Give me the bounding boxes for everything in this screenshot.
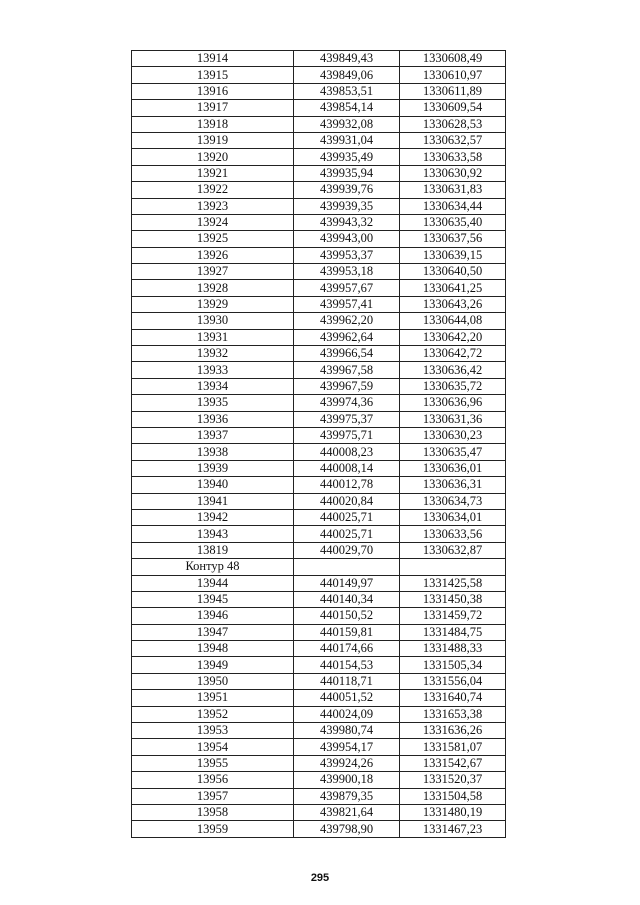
point-number-cell: 13932 xyxy=(132,346,294,362)
y-coordinate-cell: 1331484,75 xyxy=(400,624,506,640)
y-coordinate-cell: 1331636,26 xyxy=(400,723,506,739)
x-coordinate-cell: 439962,64 xyxy=(294,329,400,345)
table-row xyxy=(132,755,506,771)
point-number-cell: 13958 xyxy=(132,804,294,820)
point-number-cell: 13956 xyxy=(132,772,294,788)
coordinates-table xyxy=(131,50,506,838)
y-coordinate-cell: 1331467,23 xyxy=(400,821,506,837)
y-coordinate-cell: 1330632,57 xyxy=(400,132,506,148)
y-coordinate-cell: 1331653,38 xyxy=(400,706,506,722)
table-row xyxy=(132,165,506,181)
point-number-cell: 13926 xyxy=(132,247,294,263)
x-coordinate-cell: 439953,37 xyxy=(294,247,400,263)
x-coordinate-cell: 439957,67 xyxy=(294,280,400,296)
table-row xyxy=(132,673,506,689)
y-coordinate-cell: 1330644,08 xyxy=(400,313,506,329)
table-row xyxy=(132,821,506,837)
y-coordinate-cell: 1330633,56 xyxy=(400,526,506,542)
x-coordinate-cell: 439939,35 xyxy=(294,198,400,214)
y-coordinate-cell: 1331450,38 xyxy=(400,591,506,607)
point-number-cell: 13924 xyxy=(132,214,294,230)
table-row xyxy=(132,641,506,657)
table-row xyxy=(132,526,506,542)
table-row xyxy=(132,559,506,575)
x-coordinate-cell: 439974,36 xyxy=(294,395,400,411)
x-coordinate-cell: 439900,18 xyxy=(294,772,400,788)
point-number-cell: 13946 xyxy=(132,608,294,624)
point-number-cell: 13918 xyxy=(132,116,294,132)
x-coordinate-cell: 439935,94 xyxy=(294,165,400,181)
table-row xyxy=(132,591,506,607)
point-number-cell: 13951 xyxy=(132,690,294,706)
x-coordinate-cell: 440159,81 xyxy=(294,624,400,640)
x-coordinate-cell: 439967,59 xyxy=(294,378,400,394)
x-coordinate-cell: 440118,71 xyxy=(294,673,400,689)
point-number-cell: 13942 xyxy=(132,509,294,525)
y-coordinate-cell: 1330609,54 xyxy=(400,100,506,116)
point-number-cell: 13948 xyxy=(132,641,294,657)
table-row xyxy=(132,624,506,640)
table-row xyxy=(132,346,506,362)
y-coordinate-cell: 1330632,87 xyxy=(400,542,506,558)
point-number-cell: 13954 xyxy=(132,739,294,755)
table-row xyxy=(132,264,506,280)
point-number-cell: 13936 xyxy=(132,411,294,427)
y-coordinate-cell: 1330608,49 xyxy=(400,51,506,67)
table-row xyxy=(132,83,506,99)
point-number-cell: 13938 xyxy=(132,444,294,460)
y-coordinate-cell: 1330611,89 xyxy=(400,83,506,99)
x-coordinate-cell: 439853,51 xyxy=(294,83,400,99)
x-coordinate-cell: 439975,37 xyxy=(294,411,400,427)
y-coordinate-cell: 1330631,36 xyxy=(400,411,506,427)
table-row xyxy=(132,542,506,558)
y-coordinate-cell: 1331459,72 xyxy=(400,608,506,624)
table-row xyxy=(132,362,506,378)
table-row xyxy=(132,772,506,788)
point-number-cell: 13959 xyxy=(132,821,294,837)
table-row xyxy=(132,690,506,706)
table-row xyxy=(132,804,506,820)
point-number-cell: 13941 xyxy=(132,493,294,509)
x-coordinate-cell: 440020,84 xyxy=(294,493,400,509)
table-row xyxy=(132,509,506,525)
y-coordinate-cell: 1330636,96 xyxy=(400,395,506,411)
page-number: 295 xyxy=(310,872,330,884)
table-row xyxy=(132,329,506,345)
point-number-cell: 13943 xyxy=(132,526,294,542)
y-coordinate-cell: 1330642,72 xyxy=(400,346,506,362)
y-coordinate-cell: 1330634,01 xyxy=(400,509,506,525)
y-coordinate-cell: 1330631,83 xyxy=(400,182,506,198)
point-number-cell: 13934 xyxy=(132,378,294,394)
table-row xyxy=(132,739,506,755)
x-coordinate-cell: 440024,09 xyxy=(294,706,400,722)
y-coordinate-cell: 1331488,33 xyxy=(400,641,506,657)
table-row xyxy=(132,247,506,263)
x-coordinate-cell: 439943,00 xyxy=(294,231,400,247)
x-coordinate-cell: 439957,41 xyxy=(294,296,400,312)
y-coordinate-cell: 1330635,47 xyxy=(400,444,506,460)
point-number-cell: 13933 xyxy=(132,362,294,378)
y-coordinate-cell: 1331505,34 xyxy=(400,657,506,673)
y-coordinate-cell: 1330636,01 xyxy=(400,460,506,476)
point-number-cell: 13937 xyxy=(132,427,294,443)
point-number-cell: 13935 xyxy=(132,395,294,411)
table-row xyxy=(132,444,506,460)
x-coordinate-cell: 440051,52 xyxy=(294,690,400,706)
y-coordinate-cell: 1331520,37 xyxy=(400,772,506,788)
y-coordinate-cell: 1331504,58 xyxy=(400,788,506,804)
point-number-cell: Контур 48 xyxy=(132,559,294,575)
x-coordinate-cell: 439935,49 xyxy=(294,149,400,165)
x-coordinate-cell: 440008,14 xyxy=(294,460,400,476)
y-coordinate-cell: 1330628,53 xyxy=(400,116,506,132)
point-number-cell: 13914 xyxy=(132,51,294,67)
point-number-cell: 13940 xyxy=(132,477,294,493)
table-body xyxy=(132,51,506,838)
y-coordinate-cell: 1331556,04 xyxy=(400,673,506,689)
point-number-cell: 13915 xyxy=(132,67,294,83)
point-number-cell: 13949 xyxy=(132,657,294,673)
table-row xyxy=(132,51,506,67)
table-row xyxy=(132,788,506,804)
table-row xyxy=(132,608,506,624)
point-number-cell: 13919 xyxy=(132,132,294,148)
y-coordinate-cell: 1330636,42 xyxy=(400,362,506,378)
x-coordinate-cell: 439975,71 xyxy=(294,427,400,443)
y-coordinate-cell: 1330634,44 xyxy=(400,198,506,214)
table-row xyxy=(132,231,506,247)
table-row xyxy=(132,477,506,493)
table-row xyxy=(132,460,506,476)
point-number-cell: 13957 xyxy=(132,788,294,804)
x-coordinate-cell: 440150,52 xyxy=(294,608,400,624)
y-coordinate-cell: 1330639,15 xyxy=(400,247,506,263)
table-row xyxy=(132,132,506,148)
x-coordinate-cell: 439849,06 xyxy=(294,67,400,83)
x-coordinate-cell: 439821,64 xyxy=(294,804,400,820)
point-number-cell: 13955 xyxy=(132,755,294,771)
table-row xyxy=(132,657,506,673)
x-coordinate-cell: 439967,58 xyxy=(294,362,400,378)
x-coordinate-cell: 439943,32 xyxy=(294,214,400,230)
table-row xyxy=(132,100,506,116)
point-number-cell: 13929 xyxy=(132,296,294,312)
point-number-cell: 13928 xyxy=(132,280,294,296)
point-number-cell: 13920 xyxy=(132,149,294,165)
point-number-cell: 13944 xyxy=(132,575,294,591)
point-number-cell: 13945 xyxy=(132,591,294,607)
x-coordinate-cell: 440025,71 xyxy=(294,526,400,542)
table-row xyxy=(132,116,506,132)
point-number-cell: 13927 xyxy=(132,264,294,280)
y-coordinate-cell: 1330634,73 xyxy=(400,493,506,509)
y-coordinate-cell: 1330635,40 xyxy=(400,214,506,230)
x-coordinate-cell: 439924,26 xyxy=(294,755,400,771)
x-coordinate-cell: 440008,23 xyxy=(294,444,400,460)
table-row xyxy=(132,395,506,411)
x-coordinate-cell: 439849,43 xyxy=(294,51,400,67)
x-coordinate-cell: 439854,14 xyxy=(294,100,400,116)
y-coordinate-cell: 1330642,20 xyxy=(400,329,506,345)
table-row xyxy=(132,493,506,509)
x-coordinate-cell: 440029,70 xyxy=(294,542,400,558)
y-coordinate-cell: 1330630,92 xyxy=(400,165,506,181)
y-coordinate-cell: 1331542,67 xyxy=(400,755,506,771)
table-row xyxy=(132,149,506,165)
table-row xyxy=(132,214,506,230)
y-coordinate-cell: 1331425,58 xyxy=(400,575,506,591)
x-coordinate-cell: 440149,97 xyxy=(294,575,400,591)
point-number-cell: 13952 xyxy=(132,706,294,722)
x-coordinate-cell: 440140,34 xyxy=(294,591,400,607)
point-number-cell: 13953 xyxy=(132,723,294,739)
x-coordinate-cell: 439953,18 xyxy=(294,264,400,280)
x-coordinate-cell: 439932,08 xyxy=(294,116,400,132)
x-coordinate-cell: 440025,71 xyxy=(294,509,400,525)
point-number-cell: 13947 xyxy=(132,624,294,640)
x-coordinate-cell: 439879,35 xyxy=(294,788,400,804)
table-row xyxy=(132,313,506,329)
table-row xyxy=(132,378,506,394)
point-number-cell: 13819 xyxy=(132,542,294,558)
point-number-cell: 13921 xyxy=(132,165,294,181)
point-number-cell: 13923 xyxy=(132,198,294,214)
table-row xyxy=(132,280,506,296)
x-coordinate-cell xyxy=(294,559,400,575)
y-coordinate-cell: 1330636,31 xyxy=(400,477,506,493)
y-coordinate-cell: 1331480,19 xyxy=(400,804,506,820)
y-coordinate-cell: 1330637,56 xyxy=(400,231,506,247)
table-row xyxy=(132,411,506,427)
point-number-cell: 13950 xyxy=(132,673,294,689)
table-row xyxy=(132,296,506,312)
table-row xyxy=(132,706,506,722)
x-coordinate-cell: 439954,17 xyxy=(294,739,400,755)
y-coordinate-cell: 1330633,58 xyxy=(400,149,506,165)
y-coordinate-cell: 1330610,97 xyxy=(400,67,506,83)
point-number-cell: 13931 xyxy=(132,329,294,345)
point-number-cell: 13916 xyxy=(132,83,294,99)
y-coordinate-cell xyxy=(400,559,506,575)
y-coordinate-cell: 1331581,07 xyxy=(400,739,506,755)
table-row xyxy=(132,723,506,739)
point-number-cell: 13939 xyxy=(132,460,294,476)
y-coordinate-cell: 1330640,50 xyxy=(400,264,506,280)
table-row xyxy=(132,575,506,591)
y-coordinate-cell: 1330643,26 xyxy=(400,296,506,312)
x-coordinate-cell: 439798,90 xyxy=(294,821,400,837)
y-coordinate-cell: 1330635,72 xyxy=(400,378,506,394)
x-coordinate-cell: 439966,54 xyxy=(294,346,400,362)
x-coordinate-cell: 439939,76 xyxy=(294,182,400,198)
table-row xyxy=(132,427,506,443)
table-row xyxy=(132,67,506,83)
point-number-cell: 13917 xyxy=(132,100,294,116)
table-row xyxy=(132,198,506,214)
x-coordinate-cell: 439980,74 xyxy=(294,723,400,739)
x-coordinate-cell: 440154,53 xyxy=(294,657,400,673)
point-number-cell: 13922 xyxy=(132,182,294,198)
x-coordinate-cell: 440174,66 xyxy=(294,641,400,657)
x-coordinate-cell: 440012,78 xyxy=(294,477,400,493)
y-coordinate-cell: 1331640,74 xyxy=(400,690,506,706)
x-coordinate-cell: 439962,20 xyxy=(294,313,400,329)
x-coordinate-cell: 439931,04 xyxy=(294,132,400,148)
y-coordinate-cell: 1330641,25 xyxy=(400,280,506,296)
y-coordinate-cell: 1330630,23 xyxy=(400,427,506,443)
point-number-cell: 13925 xyxy=(132,231,294,247)
table-row xyxy=(132,182,506,198)
point-number-cell: 13930 xyxy=(132,313,294,329)
